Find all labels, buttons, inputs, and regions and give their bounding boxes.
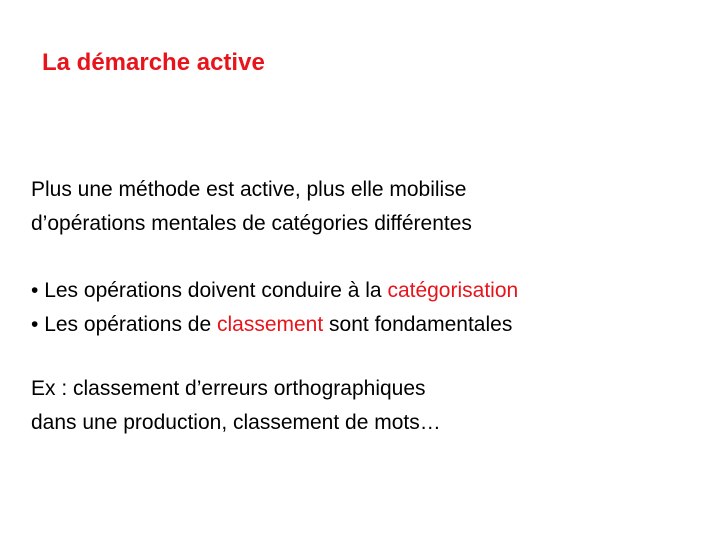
intro-line-1: Plus une méthode est active, plus elle mobilise [31,178,467,201]
bullet-text: Les opérations de [38,313,217,336]
example-line-2: dans une production, classement de mots… [31,411,441,434]
highlight-classement: classement [216,313,324,336]
example-paragraph [31,372,441,440]
highlight-categorisation: catégorisation [387,279,519,302]
bullet-item-categorisation [31,274,518,308]
example-line-1: Ex : classement d’erreurs orthographiques [31,377,426,400]
bullet-item-classement [31,308,518,342]
slide-title: La démarche active [42,49,265,76]
bullet-text: Les opérations doivent conduire à la [38,279,388,302]
bullet-marker: • [31,279,39,302]
bullet-marker: • [31,313,39,336]
intro-paragraph [31,173,472,241]
bullet-list [31,274,518,342]
bullet-text-after: sont fondamentales [323,313,513,336]
intro-line-2: d’opérations mentales de catégories différentes [31,212,472,235]
